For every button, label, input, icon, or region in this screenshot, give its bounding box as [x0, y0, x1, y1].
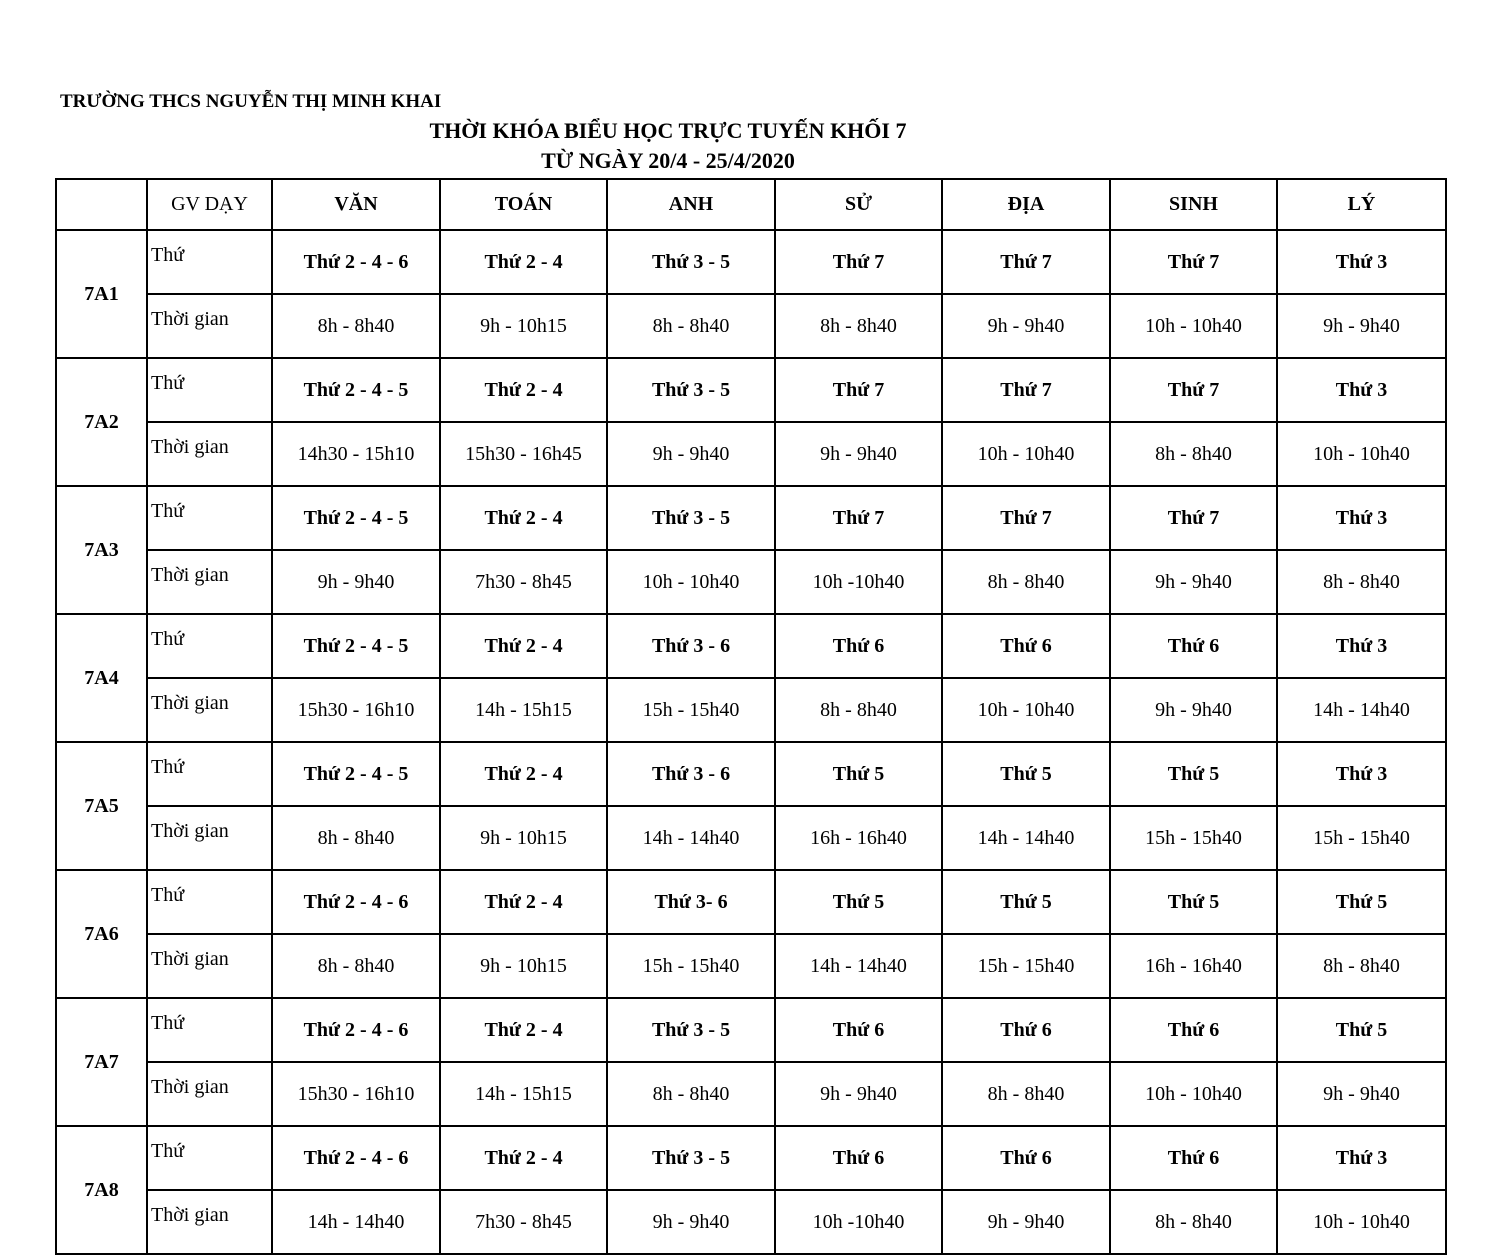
time-cell: 7h30 - 8h45: [440, 550, 607, 614]
time-cell: 8h - 8h40: [272, 806, 440, 870]
day-cell: Thứ 6: [1110, 998, 1277, 1062]
time-cell: 10h - 10h40: [1110, 294, 1277, 358]
day-cell: Thứ 6: [942, 614, 1110, 678]
time-cell: 15h30 - 16h10: [272, 1062, 440, 1126]
class-time-row: [56, 294, 1446, 358]
time-cell: 15h30 - 16h10: [272, 678, 440, 742]
day-cell: Thứ 5: [1110, 742, 1277, 806]
time-cell: 15h - 15h40: [607, 678, 775, 742]
time-cell: 9h - 9h40: [1277, 294, 1446, 358]
day-cell: Thứ 3 - 6: [607, 742, 775, 806]
day-cell: Thứ 3 - 5: [607, 486, 775, 550]
time-cell: 8h - 8h40: [942, 1062, 1110, 1126]
day-cell: Thứ 5: [942, 742, 1110, 806]
time-cell: 15h - 15h40: [1277, 806, 1446, 870]
time-cell: 7h30 - 8h45: [440, 1190, 607, 1254]
subject-header-ly: LÝ: [1277, 179, 1446, 230]
time-cell: 8h - 8h40: [272, 294, 440, 358]
day-cell: Thứ 3 - 5: [607, 1126, 775, 1190]
class-day-row: [56, 998, 1446, 1062]
school-name: TRƯỜNG THCS NGUYỄN THỊ MINH KHAI: [60, 91, 442, 112]
day-cell: Thứ 3: [1277, 1126, 1446, 1190]
day-cell: Thứ 7: [942, 358, 1110, 422]
day-cell: Thứ 3 - 5: [607, 998, 775, 1062]
day-cell: Thứ 2 - 4 - 6: [272, 870, 440, 934]
header-row: [56, 179, 1446, 230]
time-cell: 14h - 14h40: [775, 934, 942, 998]
day-cell: Thứ 3 - 5: [607, 230, 775, 294]
time-cell: 8h - 8h40: [1110, 1190, 1277, 1254]
class-name: 7A4: [56, 614, 147, 742]
class-day-row: [56, 870, 1446, 934]
day-cell: Thứ 3: [1277, 742, 1446, 806]
time-cell: 15h30 - 16h45: [440, 422, 607, 486]
day-cell: Thứ 5: [1277, 870, 1446, 934]
time-cell: 10h -10h40: [775, 550, 942, 614]
day-cell: Thứ 6: [775, 614, 942, 678]
subject-header-toan: TOÁN: [440, 179, 607, 230]
day-cell: Thứ 7: [775, 486, 942, 550]
time-label: Thời gian: [147, 294, 272, 358]
time-cell: 8h - 8h40: [775, 678, 942, 742]
class-time-row: [56, 806, 1446, 870]
class-time-row: [56, 422, 1446, 486]
time-cell: 9h - 9h40: [775, 422, 942, 486]
day-cell: Thứ 3 - 6: [607, 614, 775, 678]
day-cell: Thứ 2 - 4: [440, 998, 607, 1062]
day-cell: Thứ 7: [775, 358, 942, 422]
time-cell: 10h -10h40: [775, 1190, 942, 1254]
time-cell: 10h - 10h40: [607, 550, 775, 614]
day-cell: Thứ 3: [1277, 358, 1446, 422]
day-cell: Thứ 2 - 4 - 5: [272, 742, 440, 806]
day-cell: Thứ 7: [1110, 230, 1277, 294]
class-day-row: [56, 230, 1446, 294]
class-day-row: [56, 486, 1446, 550]
day-cell: Thứ 3: [1277, 486, 1446, 550]
time-cell: 14h - 15h15: [440, 1062, 607, 1126]
time-cell: 14h - 14h40: [942, 806, 1110, 870]
class-time-row: [56, 934, 1446, 998]
time-label: Thời gian: [147, 1062, 272, 1126]
time-cell: 15h - 15h40: [1110, 806, 1277, 870]
day-cell: Thứ 7: [942, 486, 1110, 550]
day-cell: Thứ 3- 6: [607, 870, 775, 934]
class-name: 7A1: [56, 230, 147, 358]
time-cell: 8h - 8h40: [775, 294, 942, 358]
class-name: 7A3: [56, 486, 147, 614]
page-title: THỜI KHÓA BIỂU HỌC TRỰC TUYẾN KHỐI 7: [429, 118, 907, 143]
timetable-body: [56, 230, 1446, 1254]
time-cell: 16h - 16h40: [1110, 934, 1277, 998]
time-cell: 10h - 10h40: [942, 422, 1110, 486]
day-cell: Thứ 7: [1110, 358, 1277, 422]
day-cell: Thứ 5: [1110, 870, 1277, 934]
day-cell: Thứ 6: [942, 1126, 1110, 1190]
time-cell: 8h - 8h40: [272, 934, 440, 998]
day-label: Thứ: [147, 358, 272, 422]
class-name: 7A5: [56, 742, 147, 870]
time-cell: 9h - 9h40: [1110, 550, 1277, 614]
day-cell: Thứ 2 - 4 - 5: [272, 614, 440, 678]
teacher-header: GV DẠY: [147, 179, 272, 230]
time-cell: 9h - 9h40: [942, 1190, 1110, 1254]
time-cell: 16h - 16h40: [775, 806, 942, 870]
time-cell: 9h - 10h15: [440, 294, 607, 358]
date-range: TỪ NGÀY 20/4 - 25/4/2020: [541, 148, 795, 173]
time-cell: 14h30 - 15h10: [272, 422, 440, 486]
class-time-row: [56, 550, 1446, 614]
day-label: Thứ: [147, 1126, 272, 1190]
day-cell: Thứ 3 - 5: [607, 358, 775, 422]
day-cell: Thứ 6: [775, 1126, 942, 1190]
corner-cell: [56, 179, 147, 230]
day-cell: Thứ 2 - 4 - 5: [272, 358, 440, 422]
time-cell: 9h - 10h15: [440, 934, 607, 998]
day-cell: Thứ 2 - 4 - 6: [272, 230, 440, 294]
day-cell: Thứ 2 - 4: [440, 742, 607, 806]
day-cell: Thứ 2 - 4: [440, 230, 607, 294]
class-time-row: [56, 1062, 1446, 1126]
time-cell: 14h - 14h40: [607, 806, 775, 870]
time-cell: 15h - 15h40: [607, 934, 775, 998]
day-cell: Thứ 5: [775, 870, 942, 934]
time-cell: 10h - 10h40: [1277, 422, 1446, 486]
timetable: [55, 178, 1447, 1255]
day-cell: Thứ 2 - 4: [440, 1126, 607, 1190]
subject-header-su: SỬ: [775, 179, 942, 230]
class-day-row: [56, 614, 1446, 678]
time-cell: 14h - 15h15: [440, 678, 607, 742]
day-cell: Thứ 6: [775, 998, 942, 1062]
time-label: Thời gian: [147, 422, 272, 486]
subject-header-anh: ANH: [607, 179, 775, 230]
time-cell: 9h - 9h40: [775, 1062, 942, 1126]
day-cell: Thứ 3: [1277, 230, 1446, 294]
class-day-row: [56, 1126, 1446, 1190]
day-cell: Thứ 6: [942, 998, 1110, 1062]
time-cell: 8h - 8h40: [942, 550, 1110, 614]
day-label: Thứ: [147, 486, 272, 550]
day-cell: Thứ 2 - 4 - 5: [272, 486, 440, 550]
time-cell: 9h - 9h40: [942, 294, 1110, 358]
time-cell: 8h - 8h40: [1277, 550, 1446, 614]
time-cell: 8h - 8h40: [607, 294, 775, 358]
day-cell: Thứ 2 - 4: [440, 358, 607, 422]
time-cell: 8h - 8h40: [607, 1062, 775, 1126]
class-day-row: [56, 742, 1446, 806]
class-name: 7A8: [56, 1126, 147, 1254]
day-label: Thứ: [147, 742, 272, 806]
class-time-row: [56, 1190, 1446, 1254]
subject-header-sinh: SINH: [1110, 179, 1277, 230]
day-cell: Thứ 5: [775, 742, 942, 806]
time-cell: 9h - 9h40: [607, 422, 775, 486]
time-cell: 8h - 8h40: [1110, 422, 1277, 486]
day-cell: Thứ 7: [942, 230, 1110, 294]
day-cell: Thứ 2 - 4: [440, 870, 607, 934]
time-cell: 14h - 14h40: [272, 1190, 440, 1254]
time-cell: 15h - 15h40: [942, 934, 1110, 998]
day-label: Thứ: [147, 230, 272, 294]
day-cell: Thứ 6: [1110, 614, 1277, 678]
time-cell: 10h - 10h40: [1110, 1062, 1277, 1126]
time-cell: 9h - 9h40: [272, 550, 440, 614]
day-cell: Thứ 2 - 4: [440, 614, 607, 678]
time-label: Thời gian: [147, 806, 272, 870]
day-label: Thứ: [147, 998, 272, 1062]
class-name: 7A2: [56, 358, 147, 486]
time-cell: 9h - 9h40: [607, 1190, 775, 1254]
day-cell: Thứ 2 - 4: [440, 486, 607, 550]
time-label: Thời gian: [147, 550, 272, 614]
day-label: Thứ: [147, 870, 272, 934]
time-cell: 10h - 10h40: [942, 678, 1110, 742]
time-label: Thời gian: [147, 678, 272, 742]
time-cell: 9h - 9h40: [1277, 1062, 1446, 1126]
day-cell: Thứ 2 - 4 - 6: [272, 998, 440, 1062]
day-cell: Thứ 5: [942, 870, 1110, 934]
subject-header-dia: ĐỊA: [942, 179, 1110, 230]
day-label: Thứ: [147, 614, 272, 678]
subject-header-van: VĂN: [272, 179, 440, 230]
day-cell: Thứ 3: [1277, 614, 1446, 678]
day-cell: Thứ 2 - 4 - 6: [272, 1126, 440, 1190]
class-time-row: [56, 678, 1446, 742]
time-cell: 10h - 10h40: [1277, 1190, 1446, 1254]
class-name: 7A6: [56, 870, 147, 998]
time-cell: 8h - 8h40: [1277, 934, 1446, 998]
class-day-row: [56, 358, 1446, 422]
class-name: 7A7: [56, 998, 147, 1126]
time-cell: 9h - 9h40: [1110, 678, 1277, 742]
day-cell: Thứ 7: [1110, 486, 1277, 550]
time-label: Thời gian: [147, 934, 272, 998]
day-cell: Thứ 6: [1110, 1126, 1277, 1190]
time-cell: 14h - 14h40: [1277, 678, 1446, 742]
time-cell: 9h - 10h15: [440, 806, 607, 870]
day-cell: Thứ 5: [1277, 998, 1446, 1062]
day-cell: Thứ 7: [775, 230, 942, 294]
time-label: Thời gian: [147, 1190, 272, 1254]
